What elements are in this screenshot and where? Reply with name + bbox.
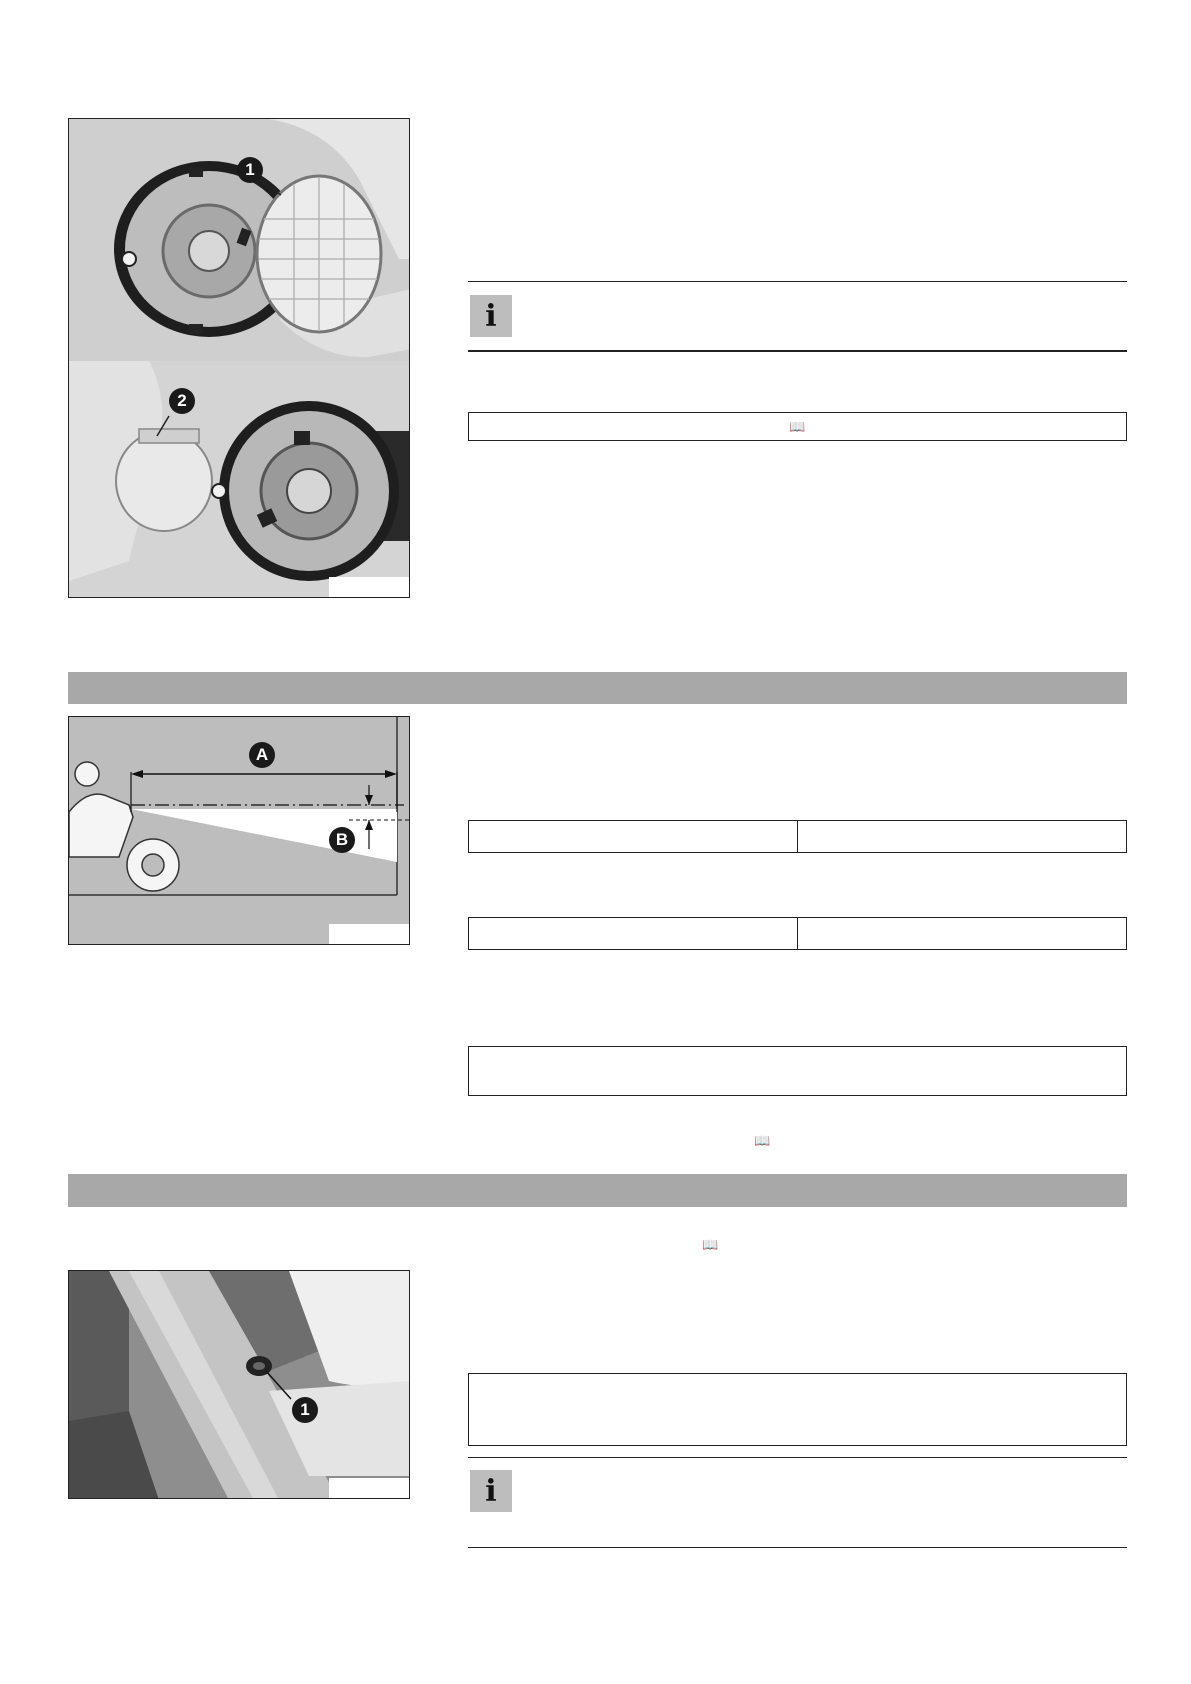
book-icon: 📖 <box>702 1237 719 1252</box>
figure-label-box <box>329 924 410 945</box>
section-header-band <box>68 1174 1127 1207</box>
notice-box <box>468 1373 1127 1446</box>
headlight-setting-figure <box>68 716 410 945</box>
callout-a: A <box>249 742 275 768</box>
spec-table-cell <box>797 821 1126 852</box>
headlight-setting-diagram <box>69 717 410 945</box>
figure-label-box <box>329 577 410 598</box>
reference-box <box>468 412 1127 441</box>
spec-table-cell <box>469 918 797 949</box>
spec-table-2 <box>468 917 1127 950</box>
note-bottom-rule <box>468 350 1127 352</box>
note-top-rule <box>468 281 1127 282</box>
callout-1: 1 <box>292 1397 318 1423</box>
note-bottom-rule <box>468 1547 1127 1548</box>
spec-table-cell <box>469 821 797 852</box>
figure-label-box <box>329 1478 410 1499</box>
book-icon: 📖 <box>789 419 806 434</box>
note-top-rule <box>468 1457 1127 1458</box>
section-header-band <box>68 672 1127 704</box>
spec-table-cell <box>797 918 1126 949</box>
info-icon: i <box>470 295 512 337</box>
info-icon: i <box>470 1470 512 1512</box>
callout-b: B <box>329 827 355 853</box>
indicator-lens-figure <box>68 118 410 598</box>
callout-2: 2 <box>169 388 195 414</box>
spec-table-1 <box>468 820 1127 853</box>
notice-box <box>468 1046 1127 1096</box>
indicator-lens-photo-top <box>69 119 410 361</box>
indicator-lens-photo-bottom <box>69 361 410 598</box>
headlight-adjust-photo <box>68 1270 410 1499</box>
callout-1: 1 <box>237 157 263 183</box>
book-icon: 📖 <box>754 1133 771 1148</box>
headlight-adjust-image <box>69 1271 410 1499</box>
